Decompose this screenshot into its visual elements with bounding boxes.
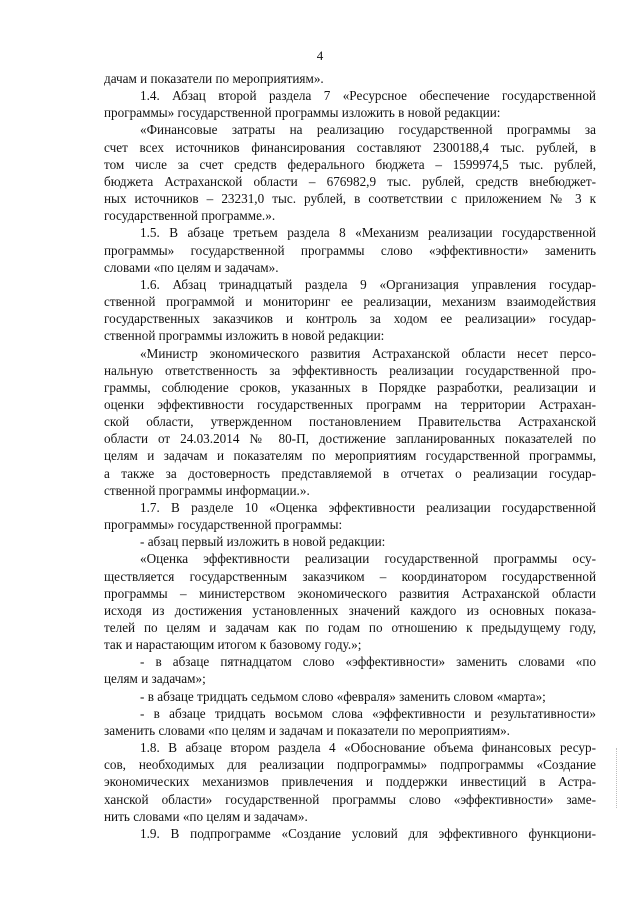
text-line: ных источников – 23231,0 тыс. рублей, в соответствии с приложением № 3 к bbox=[104, 191, 596, 207]
text-line: ществляется государственным заказчиком – координатором государственной bbox=[104, 568, 596, 584]
text-line: так и нарастающим итогом к базовому году.»; bbox=[104, 637, 362, 653]
text-line: ственной программы информации.». bbox=[104, 482, 310, 498]
text-line: - абзац первый изложить в новой редакции: bbox=[140, 534, 386, 550]
document-body bbox=[104, 70, 596, 842]
text-line: - в абзаце тридцать восьмом слова «эффективности и результативности» bbox=[140, 705, 596, 721]
text-line: программы» государственной программы: bbox=[104, 517, 343, 533]
page-number: 4 bbox=[316, 48, 324, 63]
text-line: словами «по целям и задачам». bbox=[104, 259, 279, 275]
scan-margin-artifact bbox=[616, 748, 625, 808]
text-line: нить словами «по целям и задачам». bbox=[104, 808, 308, 824]
text-line: 1.7. В разделе 10 «Оценка эффективности реализации государственной bbox=[140, 499, 596, 515]
text-line: - в абзаце тридцать седьмом слово «февраля» заменить словом «марта»; bbox=[140, 688, 546, 704]
text-line: программы» государственной программы изложить в новой редакции: bbox=[104, 105, 501, 121]
text-line: бюджета Астраханской области – 676982,9 тыс. рублей, средств внебюджет- bbox=[104, 173, 596, 189]
text-line: исходя из достижения установленных значений каждого из основных показа- bbox=[104, 602, 596, 618]
text-line: 1.4. Абзац второй раздела 7 «Ресурсное обеспечение государственной bbox=[140, 88, 596, 104]
text-line: программы» государственной программы слово «эффективности» заменить bbox=[104, 242, 596, 258]
text-line: ственной программы изложить в новой редакции: bbox=[104, 328, 385, 344]
text-line: ской области, утвержденном постановлением Правительства Астраханской bbox=[104, 414, 596, 430]
text-line: оценки эффективности государственных программ на территории Астрахан- bbox=[104, 396, 596, 412]
text-line: нальную ответственность за эффективность реализации государственной про- bbox=[104, 362, 596, 378]
text-line: а также за достоверность представляемой в отчетах о реализации государ- bbox=[104, 465, 596, 481]
text-line: ханской области» государственной программы слово «эффективности» заме- bbox=[104, 791, 596, 807]
text-line: сов, необходимых для реализации подпрограммы» подпрограммы «Создание bbox=[104, 757, 596, 773]
text-line: 1.6. Абзац тринадцатый раздела 9 «Организация управления государ- bbox=[140, 276, 596, 292]
text-line: государственных заказчиков и контроль за ходом ее реализации» государ- bbox=[104, 311, 596, 327]
text-line: том числе за счет средств федерального бюджета – 1599974,5 тыс. рублей, bbox=[104, 156, 596, 172]
text-line: телей по целям и задачам как по годам по отношению к предыдущему году, bbox=[104, 620, 596, 635]
text-line: «Финансовые затраты на реализацию государственной программы за bbox=[140, 122, 596, 138]
text-line: заменить словами «по целям и задачам и показатели по мероприятиям». bbox=[104, 722, 510, 738]
text-line: целям и задачам»; bbox=[104, 671, 206, 687]
text-line: 1.5. В абзаце третьем раздела 8 «Механизм реализации государственной bbox=[140, 225, 596, 241]
text-line: экономических механизмов привлечения и поддержки инвестиций в Астра- bbox=[104, 774, 596, 790]
text-line: дачам и показатели по мероприятиям». bbox=[104, 71, 324, 86]
text-line: государственной программе.». bbox=[104, 208, 276, 224]
text-line: - в абзаце пятнадцатом слово «эффективности» заменить словами «по bbox=[140, 654, 596, 670]
text-line: области от 24.03.2014 № 80-П, достижение запланированных показателей по bbox=[104, 431, 596, 447]
text-line: 1.8. В абзаце втором раздела 4 «Обоснование объема финансовых ресур- bbox=[140, 740, 596, 756]
text-line: граммы, соблюдение сроков, указанных в Порядке разработки, реализации и bbox=[104, 379, 596, 395]
text-line: целям и задачам и показателям по мероприятиям государственной программы, bbox=[104, 448, 596, 464]
text-line: «Министр экономического развития Астраханской области несет персо- bbox=[140, 345, 596, 361]
text-line: «Оценка эффективности реализации государственной программы осу- bbox=[140, 551, 596, 567]
text-line: 1.9. В подпрограмме «Создание условий для эффективного функциони- bbox=[140, 825, 596, 841]
text-line: ственной программой и мониторинг ее реализации, механизм взаимодействия bbox=[104, 294, 596, 310]
text-line: счет всех источников финансирования составляют 2300188,4 тыс. рублей, в bbox=[104, 139, 596, 155]
text-line: программы – министерством экономического развития Астраханской области bbox=[104, 585, 596, 601]
